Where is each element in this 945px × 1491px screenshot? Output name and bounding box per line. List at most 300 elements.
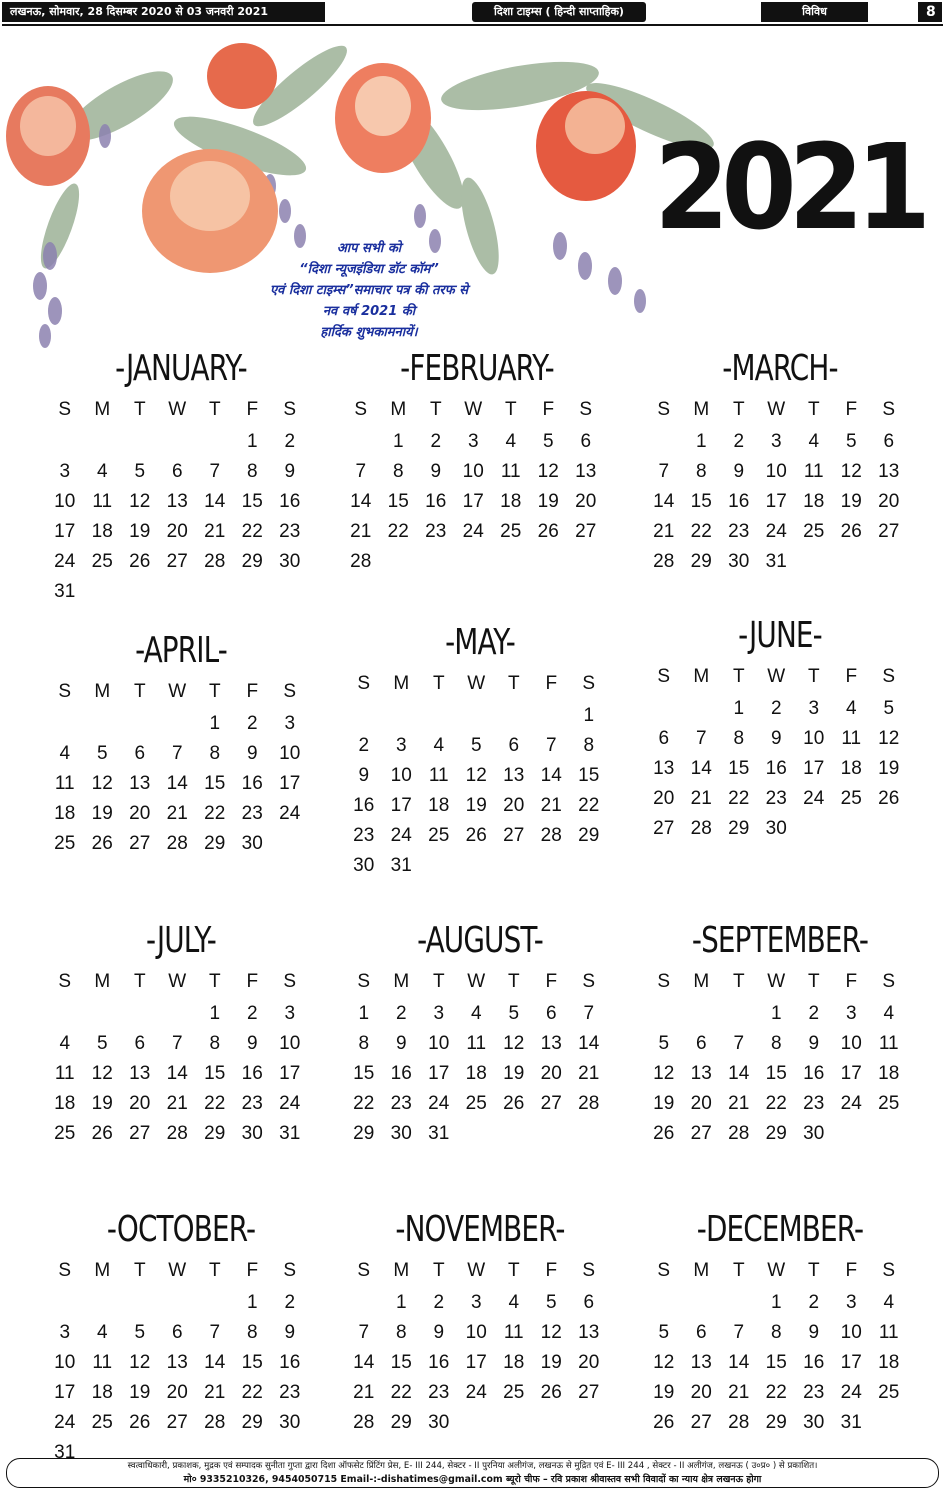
weekday-header: M	[94, 1260, 111, 1281]
day-cell: 6	[134, 1033, 146, 1054]
blank-cell	[121, 709, 159, 739]
day-cell: 20	[878, 491, 900, 512]
weekday-header: F	[246, 1260, 259, 1281]
day-cell: 25	[54, 833, 76, 854]
blank-cell	[383, 701, 421, 731]
day-cell: 8	[583, 735, 595, 756]
day-cell: 16	[728, 491, 750, 512]
day-cell: 30	[241, 833, 263, 854]
day-cell: 21	[204, 521, 226, 542]
day-cell: 7	[695, 728, 707, 749]
weekday-header: M	[94, 681, 111, 702]
day-cell: 11	[803, 461, 824, 482]
day-cell: 20	[129, 803, 151, 824]
day-cell: 22	[241, 521, 263, 542]
day-cell: 24	[465, 1382, 487, 1403]
blank-cell	[683, 999, 721, 1029]
day-cell: 21	[166, 803, 188, 824]
day-cell: 16	[279, 491, 301, 512]
day-cell: 5	[658, 1322, 670, 1343]
weekday-header: M	[390, 399, 407, 420]
day-cell: 13	[690, 1063, 712, 1084]
day-cell: 17	[840, 1352, 862, 1373]
day-cell: 11	[54, 1063, 75, 1084]
day-cell: 15	[690, 491, 712, 512]
day-cell: 17	[279, 773, 301, 794]
blank-cell	[645, 694, 683, 724]
day-cell: 16	[428, 1352, 450, 1373]
blank-cell	[159, 999, 197, 1029]
day-cell: 4	[845, 698, 857, 719]
day-cell: 24	[428, 1093, 450, 1114]
day-cell: 23	[279, 1382, 301, 1403]
day-cell: 5	[883, 698, 895, 719]
weekday-header: T	[807, 1260, 820, 1281]
day-cell: 4	[505, 431, 517, 452]
weekday-header: W	[467, 971, 486, 992]
day-cell: 23	[353, 825, 375, 846]
day-cell: 29	[728, 818, 750, 839]
day-cell: 16	[425, 491, 447, 512]
day-cell: 12	[129, 1352, 151, 1373]
day-cell: 22	[390, 1382, 412, 1403]
day-cell: 16	[241, 1063, 263, 1084]
day-grid	[645, 1256, 915, 1438]
day-cell: 9	[358, 765, 370, 786]
weekday-header: S	[357, 971, 371, 992]
page-number: 8	[918, 2, 942, 22]
weekday-header: T	[807, 971, 820, 992]
day-cell: 23	[390, 1093, 412, 1114]
weekday-header: T	[504, 399, 517, 420]
day-cell: 17	[54, 521, 76, 542]
blank-cell	[159, 427, 197, 457]
day-cell: 5	[658, 1033, 670, 1054]
day-cell: 19	[540, 1352, 562, 1373]
day-cell: 26	[653, 1123, 675, 1144]
day-cell: 31	[54, 1442, 76, 1463]
weekday-header: W	[467, 673, 486, 694]
day-cell: 8	[392, 461, 404, 482]
day-cell: 7	[209, 461, 221, 482]
month-title: -JUNE-	[738, 615, 822, 656]
day-cell: 15	[204, 773, 226, 794]
day-cell: 7	[171, 743, 183, 764]
day-cell: 19	[129, 1382, 151, 1403]
weekday-header: F	[845, 666, 858, 687]
weekday-header: W	[767, 971, 786, 992]
day-cell: 3	[845, 1292, 857, 1313]
month-title: -DECEMBER-	[696, 1209, 864, 1250]
day-cell: 6	[583, 1292, 595, 1313]
day-cell: 22	[353, 1093, 375, 1114]
day-cell: 17	[54, 1382, 76, 1403]
day-cell: 26	[129, 1412, 151, 1433]
day-cell: 27	[166, 1412, 188, 1433]
weekday-header: F	[545, 971, 558, 992]
day-cell: 14	[204, 1352, 226, 1373]
day-grid	[345, 967, 615, 1149]
day-cell: 12	[129, 491, 151, 512]
day-cell: 6	[171, 1322, 183, 1343]
weekday-header: T	[133, 399, 146, 420]
month-title: -SEPTEMBER-	[691, 920, 869, 961]
day-cell: 22	[728, 788, 750, 809]
day-cell: 15	[728, 758, 750, 779]
day-cell: 8	[246, 461, 258, 482]
day-cell: 9	[808, 1322, 820, 1343]
day-cell: 2	[358, 735, 370, 756]
day-cell: 2	[808, 1003, 820, 1024]
day-cell: 25	[878, 1382, 900, 1403]
blank-cell	[159, 709, 197, 739]
day-cell: 27	[503, 825, 525, 846]
day-cell: 7	[583, 1003, 595, 1024]
greeting-line: आप सभी को	[336, 241, 402, 256]
weekday-header: S	[882, 399, 896, 420]
day-cell: 5	[508, 1003, 520, 1024]
day-cell: 19	[465, 795, 487, 816]
day-grid	[342, 395, 612, 577]
day-cell: 27	[166, 551, 188, 572]
day-cell: 3	[770, 431, 782, 452]
day-cell: 21	[653, 521, 675, 542]
day-cell: 24	[765, 521, 787, 542]
section-label: विविध	[761, 2, 868, 22]
blank-cell	[342, 427, 380, 457]
day-cell: 24	[54, 551, 76, 572]
day-cell: 22	[690, 521, 712, 542]
blank-cell	[121, 1288, 159, 1318]
day-cell: 11	[92, 1352, 113, 1373]
day-cell: 26	[653, 1412, 675, 1433]
day-cell: 24	[803, 788, 825, 809]
weekday-header: T	[507, 1260, 520, 1281]
weekday-header: T	[507, 971, 520, 992]
day-cell: 23	[241, 1093, 263, 1114]
day-cell: 22	[387, 521, 409, 542]
day-cell: 6	[545, 1003, 557, 1024]
weekday-header: T	[732, 399, 745, 420]
day-cell: 12	[540, 1322, 562, 1343]
month-title: -APRIL-	[135, 630, 227, 671]
day-cell: 23	[428, 1382, 450, 1403]
weekday-header: M	[94, 399, 111, 420]
blank-cell	[458, 701, 496, 731]
day-cell: 14	[204, 491, 226, 512]
day-cell: 8	[358, 1033, 370, 1054]
day-cell: 7	[545, 735, 557, 756]
weekday-header: F	[545, 673, 558, 694]
blank-cell	[683, 694, 721, 724]
weekday-header: S	[283, 399, 297, 420]
day-cell: 4	[808, 431, 820, 452]
day-cell: 13	[503, 765, 525, 786]
day-cell: 5	[845, 431, 857, 452]
weekday-header: T	[429, 399, 442, 420]
day-cell: 23	[279, 521, 301, 542]
day-cell: 21	[728, 1093, 750, 1114]
blank-cell	[645, 999, 683, 1029]
day-cell: 21	[353, 1382, 375, 1403]
blank-cell	[720, 1288, 758, 1318]
day-cell: 28	[690, 818, 712, 839]
day-cell: 1	[392, 431, 404, 452]
day-cell: 26	[129, 551, 151, 572]
day-cell: 26	[537, 521, 559, 542]
day-cell: 7	[733, 1322, 745, 1343]
imprint-line: स्वत्वाधिकारी, प्रकाशक, मुद्रक एवं सम्पादक सुनीता गुप्ता द्वारा दिशा ऑफसेट प्रिंटिंग प्रेस, E- III 244, सेक्टर - II पुरनिया अलीगंज, लखनऊ से मुद्रित एवं E- III 244 , सेक्टर - II अलीगंज, लखनऊ ( उ०प्र० ) से प्रकाशित।	[127, 1461, 818, 1471]
day-cell: 4	[470, 1003, 482, 1024]
day-cell: 26	[840, 521, 862, 542]
weekday-header: T	[208, 1260, 221, 1281]
day-cell: 22	[765, 1382, 787, 1403]
day-cell: 23	[241, 803, 263, 824]
day-cell: 6	[695, 1322, 707, 1343]
day-cell: 13	[129, 773, 151, 794]
contact-line: मो० 9335210326, 9454050715 Email-:-dishatimes@gmail.com ब्यूरो चीफ – रवि प्रकाश श्रीवास्तव सभी विवादों का न्याय क्षेत्र लखनऊ होगा	[183, 1474, 762, 1485]
day-cell: 8	[733, 728, 745, 749]
day-cell: 31	[279, 1123, 301, 1144]
day-cell: 23	[765, 788, 787, 809]
day-cell: 14	[690, 758, 712, 779]
month-april	[46, 630, 316, 859]
day-cell: 18	[54, 1093, 76, 1114]
month-title: -JANUARY-	[115, 348, 247, 389]
day-cell: 31	[428, 1123, 450, 1144]
weekday-header: S	[657, 971, 671, 992]
day-cell: 19	[503, 1063, 525, 1084]
day-cell: 31	[390, 855, 412, 876]
day-cell: 2	[395, 1003, 407, 1024]
day-cell: 1	[770, 1292, 782, 1313]
day-cell: 30	[279, 1412, 301, 1433]
day-cell: 9	[808, 1033, 820, 1054]
day-cell: 3	[395, 735, 407, 756]
day-cell: 15	[390, 1352, 412, 1373]
day-cell: 10	[840, 1033, 862, 1054]
weekday-header: F	[545, 1260, 558, 1281]
day-cell: 27	[129, 1123, 151, 1144]
day-cell: 14	[166, 773, 188, 794]
day-cell: 5	[134, 1322, 146, 1343]
day-cell: 11	[428, 765, 449, 786]
month-june	[645, 615, 915, 844]
day-cell: 26	[878, 788, 900, 809]
blank-cell	[720, 999, 758, 1029]
day-cell: 20	[166, 1382, 188, 1403]
day-cell: 19	[129, 521, 151, 542]
day-cell: 23	[728, 521, 750, 542]
month-title: -AUGUST-	[417, 920, 543, 961]
day-cell: 13	[166, 1352, 188, 1373]
weekday-header: F	[246, 971, 259, 992]
day-grid	[46, 1256, 316, 1468]
blank-cell	[46, 1288, 84, 1318]
day-cell: 30	[353, 855, 375, 876]
day-cell: 17	[765, 491, 787, 512]
day-cell: 3	[808, 698, 820, 719]
day-cell: 1	[358, 1003, 370, 1024]
day-cell: 14	[166, 1063, 188, 1084]
blank-cell	[345, 701, 383, 731]
weekday-header: M	[693, 399, 710, 420]
blank-cell	[121, 999, 159, 1029]
day-cell: 27	[129, 833, 151, 854]
year-title: 2021	[654, 118, 924, 256]
day-cell: 10	[279, 1033, 301, 1054]
day-cell: 10	[462, 461, 484, 482]
day-cell: 1	[246, 1292, 258, 1313]
weekday-header: S	[882, 1260, 896, 1281]
blank-cell	[196, 427, 234, 457]
day-cell: 5	[96, 743, 108, 764]
weekday-header: S	[882, 971, 896, 992]
day-cell: 9	[733, 461, 745, 482]
weekday-header: T	[432, 971, 445, 992]
month-december	[645, 1209, 915, 1438]
weekday-header: T	[732, 1260, 745, 1281]
day-cell: 6	[508, 735, 520, 756]
day-cell: 16	[241, 773, 263, 794]
day-cell: 5	[545, 1292, 557, 1313]
day-cell: 5	[542, 431, 554, 452]
weekday-header: F	[845, 1260, 858, 1281]
day-cell: 1	[246, 431, 258, 452]
weekday-header: M	[693, 666, 710, 687]
weekday-header: W	[464, 399, 483, 420]
day-cell: 22	[204, 1093, 226, 1114]
month-title: -JULY-	[145, 920, 217, 961]
day-cell: 6	[658, 728, 670, 749]
day-cell: 16	[803, 1352, 825, 1373]
day-cell: 5	[96, 1033, 108, 1054]
day-cell: 18	[500, 491, 522, 512]
day-cell: 2	[770, 698, 782, 719]
weekday-header: S	[283, 971, 297, 992]
day-cell: 10	[428, 1033, 450, 1054]
day-cell: 4	[883, 1292, 895, 1313]
blank-cell	[159, 1288, 197, 1318]
day-cell: 17	[279, 1063, 301, 1084]
day-cell: 28	[728, 1412, 750, 1433]
day-cell: 25	[840, 788, 862, 809]
day-cell: 9	[284, 1322, 296, 1343]
day-cell: 12	[878, 728, 900, 749]
day-cell: 8	[209, 743, 221, 764]
day-cell: 15	[765, 1063, 787, 1084]
day-cell: 31	[54, 581, 76, 602]
day-cell: 24	[279, 803, 301, 824]
day-cell: 10	[803, 728, 825, 749]
masthead: दिशा टाइम्स ( हिन्दी साप्ताहिक)	[472, 2, 646, 22]
day-cell: 14	[540, 765, 562, 786]
day-cell: 9	[430, 461, 442, 482]
weekday-header: S	[579, 399, 593, 420]
blank-cell	[645, 1288, 683, 1318]
day-cell: 29	[390, 1412, 412, 1433]
day-cell: 10	[279, 743, 301, 764]
day-cell: 12	[91, 1063, 113, 1084]
day-cell: 13	[690, 1352, 712, 1373]
day-cell: 18	[54, 803, 76, 824]
day-cell: 28	[353, 1412, 375, 1433]
day-cell: 2	[284, 431, 296, 452]
day-cell: 20	[575, 491, 597, 512]
day-cell: 6	[883, 431, 895, 452]
day-cell: 19	[653, 1382, 675, 1403]
weekday-header: M	[393, 1260, 410, 1281]
month-september	[645, 920, 915, 1149]
day-cell: 28	[204, 1412, 226, 1433]
day-cell: 21	[540, 795, 562, 816]
day-cell: 11	[503, 1322, 524, 1343]
weekday-header: W	[767, 399, 786, 420]
day-cell: 3	[433, 1003, 445, 1024]
day-cell: 29	[241, 551, 263, 572]
weekday-header: W	[168, 1260, 187, 1281]
day-cell: 2	[433, 1292, 445, 1313]
day-cell: 24	[462, 521, 484, 542]
month-may	[345, 622, 615, 881]
day-cell: 25	[91, 551, 113, 572]
weekday-header: T	[432, 1260, 445, 1281]
day-cell: 7	[171, 1033, 183, 1054]
day-cell: 26	[540, 1382, 562, 1403]
day-cell: 9	[284, 461, 296, 482]
day-cell: 12	[653, 1352, 675, 1373]
day-cell: 24	[54, 1412, 76, 1433]
day-cell: 22	[204, 803, 226, 824]
day-cell: 29	[690, 551, 712, 572]
day-cell: 26	[465, 825, 487, 846]
day-cell: 22	[765, 1093, 787, 1114]
month-july	[46, 920, 316, 1149]
weekday-header: S	[58, 971, 72, 992]
day-cell: 31	[765, 551, 787, 572]
day-cell: 30	[279, 551, 301, 572]
day-cell: 29	[204, 1123, 226, 1144]
blank-cell	[683, 1288, 721, 1318]
greeting-line: नव वर्ष 2021 की	[322, 304, 416, 319]
imprint-footer	[6, 1458, 939, 1488]
day-cell: 20	[578, 1352, 600, 1373]
day-cell: 19	[91, 803, 113, 824]
day-cell: 8	[695, 461, 707, 482]
day-cell: 9	[770, 728, 782, 749]
day-cell: 19	[878, 758, 900, 779]
day-cell: 4	[96, 461, 108, 482]
day-grid	[345, 1256, 615, 1438]
day-cell: 11	[878, 1033, 899, 1054]
blank-cell	[420, 701, 458, 731]
day-cell: 13	[166, 491, 188, 512]
day-cell: 20	[690, 1382, 712, 1403]
day-cell: 8	[770, 1033, 782, 1054]
day-grid	[645, 395, 915, 577]
day-cell: 7	[733, 1033, 745, 1054]
day-cell: 6	[171, 461, 183, 482]
weekday-header: T	[732, 971, 745, 992]
month-november	[345, 1209, 615, 1438]
day-cell: 2	[733, 431, 745, 452]
day-cell: 12	[91, 773, 113, 794]
day-cell: 9	[246, 1033, 258, 1054]
day-cell: 29	[204, 833, 226, 854]
weekday-header: S	[657, 666, 671, 687]
newspaper-header	[0, 0, 945, 26]
day-cell: 18	[503, 1352, 525, 1373]
